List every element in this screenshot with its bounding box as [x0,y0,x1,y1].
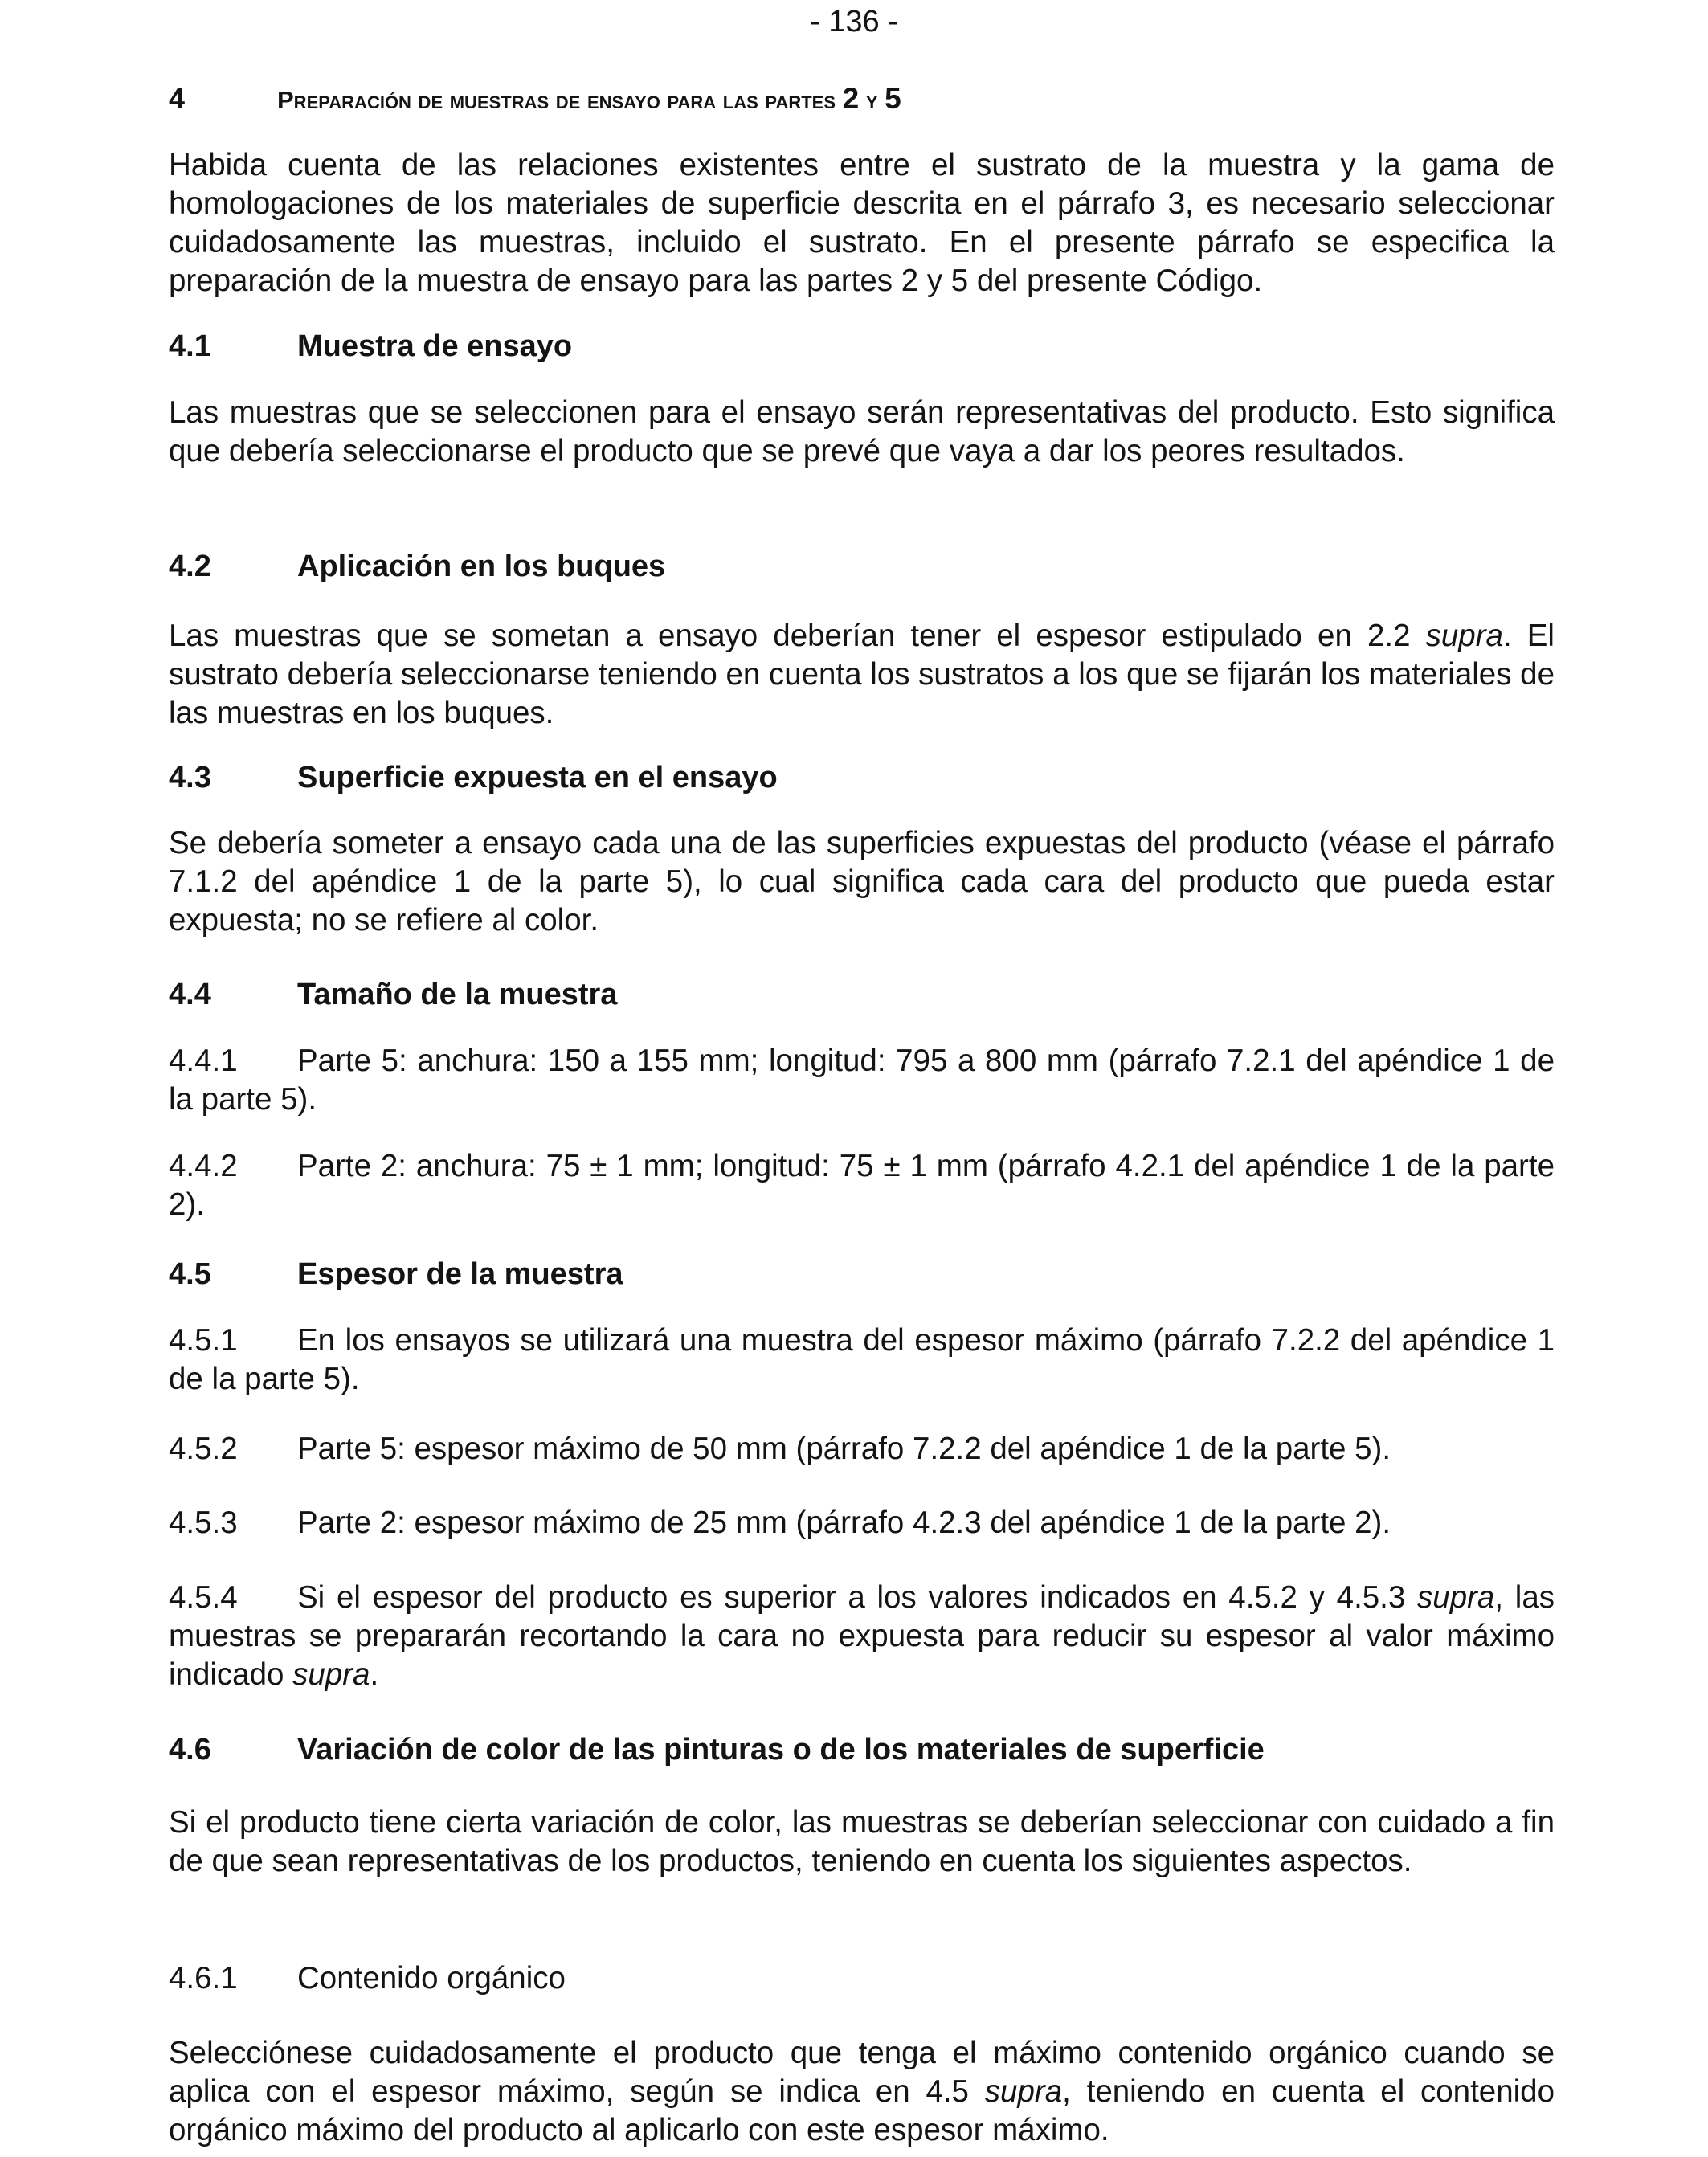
section-4-4-heading [169,976,1555,1013]
section-4-6-1-heading [169,1960,1555,1997]
paragraph-4-5-4: 4.5.4 Si el espesor del producto es superior a los valores indicados en 4.5.2 y 4.5.3 supra, las muestras se prepararán recortando la cara no expuesta para reducir su espesor al valor máximo indicado supra. [169,1580,1555,1692]
paragraph: Habida cuenta de las relaciones existentes entre el sustrato de la muestra y la gama de homologaciones de los materiales de superficie descrita en el párrafo 3, es necesario seleccionar cuidadosamente las muestras, incluido el sustrato. En el presente párrafo se especifica la preparación de la muestra de ensayo para las partes 2 y 5 del presente Código. [169,148,1555,298]
section-number: 4 [169,82,186,115]
paragraph-4-5-3: 4.5.3 Parte 2: espesor máximo de 25 mm (párrafo 4.2.3 del apéndice 1 de la parte 2). [169,1504,1555,1542]
section-4-6-1-text [169,2034,1555,2150]
paragraph: Si el producto tiene cierta variación de color, las muestras se deberían seleccionar con cuidado a fin de que sean representativas de los productos, teniendo en cuenta los siguientes aspectos. [169,1805,1555,1878]
heading-number: 4.4 [169,978,211,1011]
heading-number: 4.5 [169,1257,211,1291]
subparagraph-number: 4.4.1 [169,1044,238,1078]
section-4-3-text [169,824,1555,940]
paragraph-4-5-1: 4.5.1 En los ensayos se utilizará una muestra del espesor máximo (párrafo 7.2.2 del apéndice 1 de la parte 5). [169,1323,1555,1396]
subparagraph-number: 4.5.3 [169,1505,238,1540]
heading-title: Contenido orgánico [297,1961,566,1996]
page-number: - 136 - [810,5,898,39]
section-4-6-heading [169,1731,1555,1768]
paragraph-4-4-1: 4.4.1 Parte 5: anchura: 150 a 155 mm; longitud: 795 a 800 mm (párrafo 7.2.1 del apéndice 1 de la parte 5). [169,1044,1555,1117]
supra-italic: supra [984,2074,1063,2109]
section-4-heading [169,80,1555,119]
heading-title: Espesor de la muestra [297,1257,623,1291]
heading-title: Superficie expuesta en el ensayo [297,761,778,795]
supra-italic: supra [1425,619,1503,653]
heading-number: 4.2 [169,549,211,583]
section-4-1-heading [169,328,1555,365]
section-4-5-heading [169,1256,1555,1293]
section-4-1-text [169,394,1555,471]
section-4-2-text [169,617,1555,733]
section-4-intro [169,146,1555,300]
heading-number: 4.6 [169,1733,211,1767]
section-4-2-heading [169,548,1555,585]
heading-number: 4.6.1 [169,1961,238,1996]
supra-italic: supra [1417,1580,1495,1615]
heading-title: Aplicación en los buques [297,549,666,583]
paragraph-4-4-2: 4.4.2 Parte 2: anchura: 75 ± 1 mm; longitud: 75 ± 1 mm (párrafo 4.2.1 del apéndice 1 de la parte 2). [169,1149,1555,1222]
subparagraph-number: 4.5.4 [169,1580,238,1615]
heading-title: Variación de color de las pinturas o de los materiales de superficie [297,1733,1265,1767]
subparagraph-number: 4.5.2 [169,1432,238,1466]
paragraph: Se debería someter a ensayo cada una de las superficies expuestas del producto (véase el párrafo 7.1.2 del apéndice 1 de la parte 5), lo cual significa cada cara del producto que pueda estar expuesta; no se refiere al color. [169,826,1555,938]
paragraph: Las muestras que se seleccionen para el ensayo serán representativas del producto. Esto significa que debería seleccionarse el producto que se prevé que vaya a dar los peores resultados. [169,395,1555,468]
section-title: Preparación de muestras de ensayo para las partes 2 y 5 [277,82,901,115]
paragraph-4-5-2: 4.5.2 Parte 5: espesor máximo de 50 mm (párrafo 7.2.2 del apéndice 1 de la parte 5). [169,1430,1555,1469]
subparagraph-number: 4.5.1 [169,1323,238,1358]
paragraph: Las muestras que se sometan a ensayo deberían tener el espesor estipulado en 2.2 supra. El sustrato debería seleccionarse teniendo en cuenta los sustratos a los que se fijarán los materiales de las muestras en los buques. [169,619,1555,730]
heading-title: Muestra de ensayo [297,329,573,363]
supra-italic: supra [292,1657,370,1692]
section-4-6-text [169,1804,1555,1881]
heading-number: 4.3 [169,761,211,795]
heading-title: Tamaño de la muestra [297,978,618,1011]
heading-number: 4.1 [169,329,211,363]
paragraph: Selecciónese cuidadosamente el producto que tenga el máximo contenido orgánico cuando se aplica con el espesor máximo, según se indica en 4.5 supra, teniendo en cuenta el contenido orgánico máximo del producto al aplicarlo con este espesor máximo. [169,2036,1555,2147]
subparagraph-number: 4.4.2 [169,1149,238,1183]
section-4-3-heading [169,759,1555,796]
